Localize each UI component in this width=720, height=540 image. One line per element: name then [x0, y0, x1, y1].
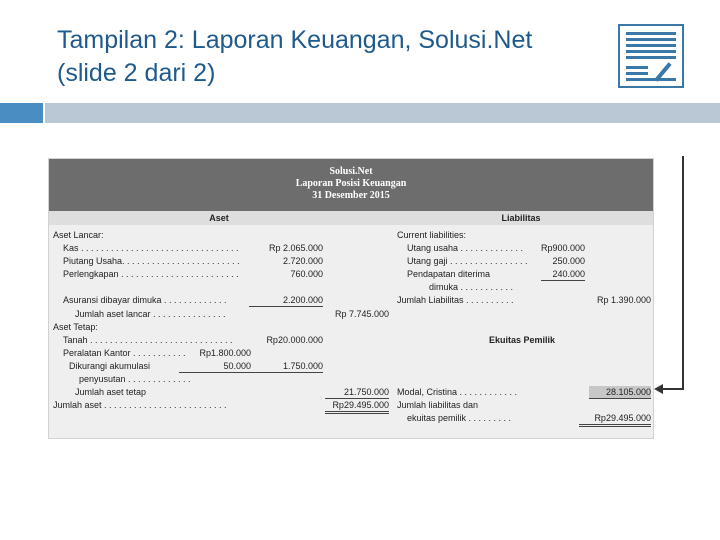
- receivables-label: Piutang Usaha. . . . . . . . . . . . . . . . . . . . . . . .: [63, 256, 240, 266]
- supplies-label: Perlengkapan . . . . . . . . . . . . . . . . . . . . . . . .: [63, 269, 239, 279]
- total-current-assets-label: Jumlah aset lancar . . . . . . . . . . . . . . .: [75, 309, 226, 319]
- cash-label: Kas . . . . . . . . . . . . . . . . . . . . . . . . . . . . . . . .: [63, 243, 239, 253]
- total-assets-value: Rp29.495.000: [325, 399, 389, 414]
- accumulated-depreciation-label-2: penyusutan . . . . . . . . . . . . .: [79, 374, 191, 384]
- current-assets-label: Aset Lancar:: [53, 230, 104, 240]
- balance-sheet: [48, 158, 654, 439]
- total-current-assets-value: Rp 7.745.000: [334, 309, 389, 319]
- liabilities-header: Liabilitas: [389, 211, 653, 225]
- capital-value: 28.105.000: [589, 386, 651, 399]
- slide-title-line-2: (slide 2 dari 2): [57, 59, 216, 87]
- total-liabilities-label: Jumlah Liabilitas . . . . . . . . . .: [397, 295, 514, 305]
- equipment-cost-value: Rp1.800.000: [199, 348, 251, 358]
- company-name: Solusi.Net: [329, 166, 373, 177]
- total-assets-label: Jumlah aset . . . . . . . . . . . . . . . . . . . . . . . . .: [53, 400, 227, 410]
- total-liabilities-equity-label-2: ekuitas pemilik . . . . . . . . .: [407, 413, 512, 423]
- connector-line-vertical: [682, 156, 684, 390]
- statement-date: 31 Desember 2015: [312, 190, 390, 201]
- assets-header: Aset: [49, 211, 389, 225]
- accumulated-depreciation-value: 50.000: [179, 360, 251, 373]
- equity-header: Ekuitas Pemilik: [489, 335, 556, 345]
- statement-header: [49, 159, 653, 211]
- accent-bar: [0, 103, 43, 123]
- current-liabilities-label: Current liabilities:: [397, 230, 467, 240]
- land-label: Tanah . . . . . . . . . . . . . . . . . . . . . . . . . . . . .: [63, 335, 233, 345]
- total-liabilities-equity-label: Jumlah liabilitas dan: [397, 400, 479, 410]
- connector-line-horizontal: [660, 388, 684, 390]
- total-fixed-assets-label: Jumlah aset tetap: [75, 387, 147, 397]
- unearned-revenue-label-2: dimuka . . . . . . . . . . .: [429, 282, 514, 292]
- unearned-revenue-label: Pendapatan diterima: [407, 269, 491, 279]
- prepaid-insurance-label: Asuransi dibayar dimuka . . . . . . . . . . . . .: [63, 295, 227, 305]
- prepaid-insurance-value: 2.200.000: [249, 294, 323, 307]
- equipment-label: Peralatan Kantor . . . . . . . . . . .: [63, 348, 186, 358]
- statement-title: Laporan Posisi Keuangan: [295, 178, 407, 189]
- capital-label: Modal, Cristina . . . . . . . . . . . .: [397, 387, 518, 397]
- wages-payable-label: Utang gaji . . . . . . . . . . . . . . . .: [407, 256, 528, 266]
- arrow-left-icon: [654, 384, 663, 394]
- fixed-assets-label: Aset Tetap:: [53, 322, 98, 332]
- total-liabilities-value: Rp 1.390.000: [596, 295, 651, 305]
- total-liabilities-equity-value: Rp29.495.000: [579, 412, 651, 427]
- wages-payable-value: 250.000: [552, 256, 585, 266]
- unearned-revenue-value: 240.000: [541, 268, 585, 281]
- equipment-net-value: 1.750.000: [249, 360, 323, 373]
- cash-value: Rp 2.065.000: [268, 243, 323, 253]
- accounts-payable-value: Rp900.000: [540, 243, 585, 253]
- land-value: Rp20.000.000: [266, 335, 323, 345]
- receivables-value: 2.720.000: [282, 256, 323, 266]
- slide-title-line-1: Tampilan 2: Laporan Keuangan, Solusi.Net: [57, 26, 533, 54]
- title-divider-bar: [45, 103, 720, 123]
- total-fixed-assets-value: 21.750.000: [325, 386, 389, 399]
- logo-icon: [618, 24, 684, 88]
- accumulated-depreciation-label: Dikurangi akumulasi: [69, 361, 151, 371]
- slide-title: [57, 24, 657, 90]
- supplies-value: 760.000: [290, 269, 323, 279]
- accounts-payable-label: Utang usaha . . . . . . . . . . . . .: [407, 243, 524, 253]
